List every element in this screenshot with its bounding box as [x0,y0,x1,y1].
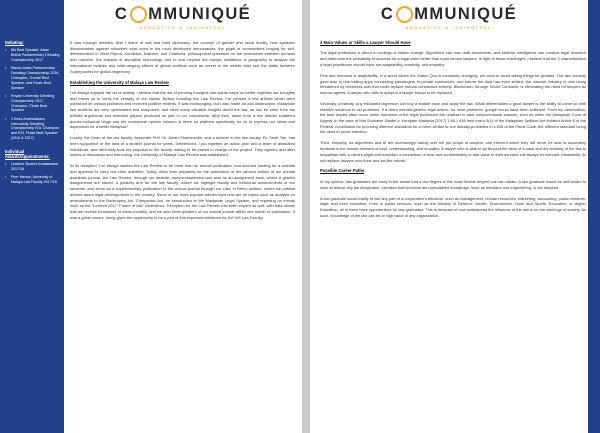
logo-letters: MMUNIQUÉ [414,5,518,23]
paragraph: First and foremost is adaptability, in a world where the Status Quo is constantly changing, we need to avoid taking things for granted. The taxi industry gave way to ride-hailing apps connecting passengers to private contractors, and before the dust has even settled, the nascent industry is now being threatened by driverless cars that could replace human contractors entirely. Blockchain, through Smart Contracts, is eliminating the need for lawyers as escrow agents. A lawyer who fails to adapt is a lawyer bound to be replaced. [320,72,586,95]
paragraph: In my opinion, law graduates are lucky in the sense that a law degree is the most flexible degree one can obtain. A law graduate would be well suited to work at almost any job imaginable, provided that technical and specialized knowledge, such as medicine and engineering, is not required. [320,178,586,190]
awards-list [5,162,60,185]
paragraph: Secondly, creativity. Any educated layperson can buy a statute book and apply the law. What differentiates a good lawyer is the ability to come up with creative solutions to old problems. If a client needed generic legal advice, for most problems, google would have been sufficient. From my observation, the best results often occur when members of the legal profession are unafraid to take unconventional stances, such as when the Malaysian Court of Appeal, in the case of Mat Shuhaimi Shafiei v. Kerajaan Malaysia [2017] 1 MLJ 436 held that s.3(1) of the Malaysian Sedition Act violated Article 8 of the Federal Constitution for providing different standards for a crime similar to one already prohibited in s.505 of the Penal Code, the different standard being the need to prove intention. [320,100,586,135]
debating-list [5,48,60,141]
paragraph: A law graduate would easily fit into any part of a corporation's structure, such as management, human resources, marketing, accounting, public relations, legal, and even executive. Even in public services, such as the Ministry of Defence, Health, Environment, Youth and Sports, Education, or Higher Education, all of them have opportunities for law graduates. This is because of how widespread the influence of the law is on the workings of society. As such, knowledge of the law can be of high value to any organization. [320,195,586,218]
right-page [310,0,600,433]
communique-logo [310,4,588,34]
debating-item: • 2 times Australasians Intervarsity Debating Championship ESL Champion and ESL Finals Best Speaker (2016 & 2017) [5,117,60,141]
logo-letters: MMUNIQUÉ [148,5,252,23]
debating-item: • 6th Best Speaker, Asian British Parliamentary Debating Championship 2017 [5,48,60,63]
debating-item: • Royale University Debating Championship 2017, Champion, Finals Best Speaker [5,94,60,113]
award-item: • Peer Mentor, University of Malaya Law Faculty 2017/18 [5,175,60,185]
paragraph: Third, empathy. As algorithms and AI are increasingly taking over the job scope of lawyers, one element which they will never be able to accurately replicate is the human element of trust, understanding, and empathy. A lawyer who is able to go beyond the facts of a case and dry wording of the law to empathise with a client's plight and establish a connection of trust and confidentiality to add value to their services will always be relevant. Meanwhile, AI will replace lawyers who think and act like robots. [320,140,586,163]
right-article-column [320,40,586,224]
logo-tagline: EDUCATIVE & INSIGHTFUL [139,26,227,30]
left-article-column [70,40,295,226]
section-heading: Possible Career Paths [320,168,365,174]
section-heading: 3 Main Values or Skills a Lawyer Should Have [320,40,411,45]
logo-circle-icon [130,6,147,23]
debating-heading: Debating: [5,40,24,45]
logo-tagline: EDUCATIVE & INSIGHTFUL [405,26,493,30]
communique-logo [64,4,302,34]
achievements-sidebar [0,0,64,433]
paragraph: It was through debates, that I learnt of soft and hard diplomacy, the concept of gender and racial fluidity, how systemic discrimination against minorities exist even in the most developed democracies, the plight of communities longing for self-determination in West Papua, Kurdistan, Kashmir, and Catalonia, philosophical questions on the boundaries between humans and machine, the impacts of disruptive technology, and to look beyond the myopic limitations of geography to analyse the international rivalries and wide-ranging effects of global conflicts such as unrest in the middle east and the battle between Superpowers for global hegemony. [70,40,295,74]
paragraph: At its reception, I've always wanted the Law Review to be more than an annual publication, and secured funding for a website and approval to carry out other activities. Today, other than preparing for the publication of the second edition of our annual academic journal, the Law Review, through our website, www.umlawreview.com acts as an assignment bank, where A graded assignments are stored, a publicity arm for the law faculty, where we highlight faculty and individual achievements of our students, and serve as a supplementary publication to the annual journal through our Law; in Brevo section, where we publish articles about legal developments in the country. Some of our more popular articles right now are on topics such as analysis on amendments to the Bankruptcy Act, Companies Act, an introduction to the Malaysian Legal System, and reporting on events such as the "Lextech 2017: Future of law" conference. Reception for the Law Review has been superb as well, with data shows that we receive thousands of views monthly, and we sold three-quarters of our annual journal within one month of publication. It was a great honour, being given the opportunity to be a part of this important milestone for the UM Law Faculty. [70,163,295,220]
logo-circle-icon [396,6,413,23]
awards-heading: Individual Awards/Appointments: [5,148,50,160]
logo-letter-c: C [380,5,395,23]
debating-item: • Macau Asian Parliamentary Debating Championship 2016, Champion, Overall Best Speaker, and Finals Best Speaker [5,66,60,90]
page-edge-band [588,0,600,433]
paragraph: The legal profession is about to undergo a drastic change. Algorithms can now draft documents, and Artificial Intelligence can conduct legal research and determine the probability of success for a legal claim better than most human lawyers. In light of these challenges, I believe that the 3 characteristics a legal practitioner should have are adaptability, creativity, and empathy. [320,50,586,67]
logo-letter-c: C [114,5,129,23]
paragraph: I've always enjoyed the art of writing. I believe that the act of penning thoughts into words helps us better organise our thoughts and forces us to verify the veracity of our claims. Before founding the Law Review, I've penned a few articles which were published on various platforms and received positive reviews. It was encouraging, but I also made an odd observation. Malaysian law students are very opinionated and outspoken, and have many valuable insights about the law, as can be seen from the brilliant arguments and research papers produced as part of our coursework. Why then, aside from a few articles scattered across individual blogs and the occasional opinion column, is there no platform specifically for us to express our views and aspirations for a better Malaysia? [70,89,295,130]
logo-wordmark [381,4,517,25]
paragraph: Luckily, the Dean of the law faculty, Associate Prof. Dr Johan Shamsuddin, and a lecturer in the law faculty, Dr. Seah Tan, has been supportive of the idea of a student journal for years. Determined, I put together an action plan and a team of dedicated individuals, and nervously took my proposal to the faculty, asking to be placed in charge of the project. They agreed, and after weeks of discussion and fine-tuning, the University of Malaya Law Review was established. [70,135,295,158]
section-heading: Establishing the University of Malaya Law Review [70,79,169,85]
logo-wordmark [115,4,251,25]
award-item: • Leaders Student Ambassador 2017/18 [5,162,60,172]
